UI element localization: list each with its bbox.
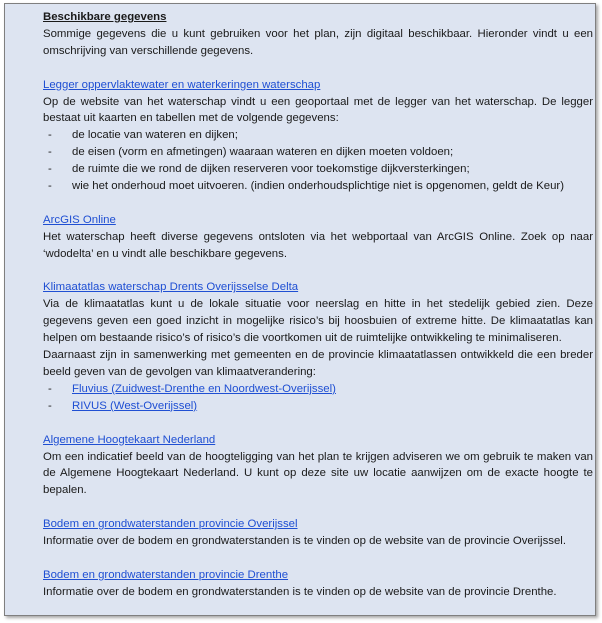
dash-bullet: - (48, 382, 52, 395)
section-drenthe (43, 567, 593, 601)
dash-bullet: - (48, 399, 52, 412)
dash-bullet: - (48, 146, 52, 159)
list-item (43, 144, 593, 161)
intro-text: Sommige gegevens die u kunt gebruiken voor het plan, zijn digitaal beschikbaar. Hieronder vindt u een omschrijving van verschillende gegevens. (43, 27, 593, 57)
section-ahn (43, 432, 593, 500)
section-overijssel (43, 516, 593, 550)
klimaatatlas-list (43, 381, 593, 415)
klimaatatlas-text-2: Daarnaast zijn in samenwerking met gemeenten en de provincie klimaatatlassen ontwikkeld die een breder beeld geven van de gevolgen van klimaatverandering: (43, 349, 593, 378)
document-content (43, 4, 593, 601)
list-item (43, 381, 593, 398)
document-title: Beschikbare gegevens (43, 11, 167, 23)
drenthe-text: Informatie over de bodem en grondwaterstanden is te vinden op de website van de provincie Drenthe. (43, 585, 557, 598)
list-item (43, 398, 593, 415)
section-legger (43, 77, 593, 195)
arcgis-link[interactable]: ArcGIS Online (43, 213, 116, 226)
list-item-text: de eisen (vorm en afmetingen) waaraan wateren en dijken moeten voldoen; (72, 146, 454, 159)
list-item-text: de locatie van wateren en dijken; (72, 129, 238, 142)
rivus-link[interactable]: RIVUS (West-Overijssel) (72, 399, 198, 412)
dash-bullet: - (48, 163, 52, 176)
dash-bullet: - (48, 129, 52, 142)
ahn-link[interactable]: Algemene Hoogtekaart Nederland (43, 433, 216, 446)
fluvius-link[interactable]: Fluvius (Zuidwest-Drenthe en Noordwest-Overijssel) (72, 382, 336, 395)
overijssel-link[interactable]: Bodem en grondwaterstanden provincie Overijssel (43, 518, 298, 531)
klimaatatlas-link[interactable]: Klimaatatlas waterschap Drents Overijsselse Delta (43, 281, 299, 294)
dash-bullet: - (48, 180, 52, 193)
klimaatatlas-text: Via de klimaatatlas kunt u de lokale situatie voor neerslag en hitte in het stedelijk gebied zien. Deze gegevens geven een goed inzicht in mogelijke risico’s bij hoosbuien of extreme hitte. De klimaatatlas kan helpen om bestaande risico’s of risico’s die voortkomen uit de ruimtelijke ontwikkeling te minimaliseren. (43, 298, 593, 345)
drenthe-link[interactable]: Bodem en grondwaterstanden provincie Drenthe (43, 568, 289, 581)
list-item-text: wie het onderhoud moet uitvoeren. (indien onderhoudsplichtige niet is opgenomen, geldt de Keur) (72, 180, 565, 193)
section-klimaatatlas (43, 279, 593, 414)
legger-link[interactable]: Legger oppervlaktewater en waterkeringen waterschap (43, 78, 321, 91)
list-item-text: de ruimte die we rond de dijken reserveren voor toekomstige dijkversterkingen; (72, 163, 470, 176)
arcgis-text: Het waterschap heeft diverse gegevens ontsloten via het webportaal van ArcGIS Online. Zoek op naar ‘wdodelta’ en u vindt alle beschikbare gegevens. (43, 230, 593, 260)
ahn-text: Om een indicatief beeld van de hoogteligging van het plan te krijgen adviseren we om gebruik te maken van de Algemene Hoogtekaart Nederland. U kunt op deze site uw locatie aanwijzen om de exacte hoogte te bepalen. (43, 450, 593, 497)
legger-text: Op de website van het waterschap vindt u een geoportaal met de legger van het waterschap. De legger bestaat uit kaarten en tabellen met de volgende gegevens: (43, 95, 593, 125)
list-item (43, 178, 593, 195)
list-item (43, 127, 593, 144)
overijssel-text: Informatie over de bodem en grondwaterstanden is te vinden op de website van de provincie Overijssel. (43, 535, 567, 548)
list-item (43, 161, 593, 178)
legger-list (43, 127, 593, 195)
info-box (4, 3, 596, 616)
section-arcgis (43, 212, 593, 263)
